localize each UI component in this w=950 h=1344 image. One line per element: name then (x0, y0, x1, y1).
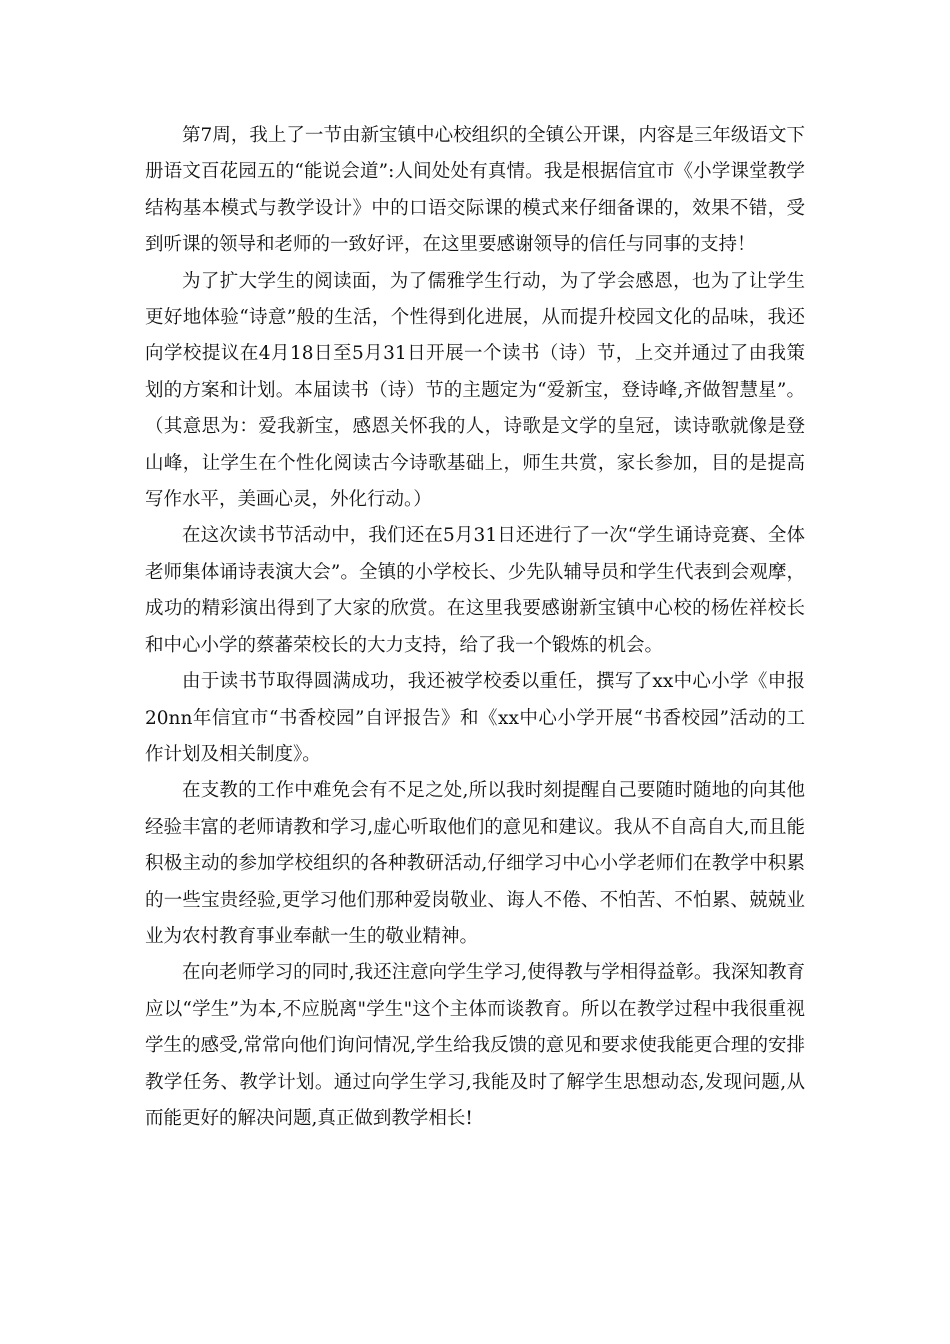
document-body (145, 118, 805, 1137)
paragraph-4: 由于读书节取得圆满成功，我还被学校委以重任，撰写了xx中心小学《申报20nn年信宜市“书香校园”自评报告》和《xx中心小学开展“书香校园”活动的工作计划及相关制度》。 (145, 671, 805, 765)
paragraph-2: 为了扩大学生的阅读面，为了儒雅学生行动，为了学会感恩，也为了让学生更好地体验“诗意”般的生活，个性得到化进展，从而提升校园文化的品味，我还向学校提议在4月18日至5月31日开展一个读书（诗）节，上交并通过了由我策划的方案和计划。本届读书（诗）节的主题定为“爱新宝，登诗峰,齐做智慧星”。（其意思为：爱我新宝，感恩关怀我的人，诗歌是文学的皇冠，读诗歌就像是登山峰，让学生在个性化阅读古今诗歌基础上，师生共赏，家长参加，目的是提高写作水平，美画心灵，外化行动。） (145, 270, 805, 511)
paragraph-3: 在这次读书节活动中，我们还在5月31日还进行了一次“学生诵诗竞赛、全体老师集体诵诗表演大会”。全镇的小学校长、少先队辅导员和学生代表到会观摩，成功的精彩演出得到了大家的欣赏。在这里我要感谢新宝镇中心校的杨佐祥校长和中心小学的蔡蕃荣校长的大力支持，给了我一个锻炼的机会。 (145, 525, 805, 656)
paragraph-1: 第7周，我上了一节由新宝镇中心校组织的全镇公开课，内容是三年级语文下册语文百花园五的“能说会道”:人间处处有真情。我是根据信宜市《小学课堂教学结构基本模式与教学设计》中的口语交际课的模式来仔细备课的，效果不错，受到听课的领导和老师的一致好评，在这里要感谢领导的信任与同事的支持！ (145, 125, 805, 256)
paragraph-6: 在向老师学习的同时,我还注意向学生学习,使得教与学相得益彰。我深知教育应以“学生”为本,不应脱离"学生"这个主体而谈教育。所以在教学过程中我很重视学生的感受,常常向他们询问情况,学生给我反馈的意见和要求使我能更合理的安排教学任务、教学计划。通过向学生学习,我能及时了解学生思想动态,发现问题,从而能更好的解决问题,真正做到教学相长! (145, 962, 805, 1129)
paragraph-5: 在支教的工作中难免会有不足之处,所以我时刻提醒自己要随时随地的向其他经验丰富的老师请教和学习,虚心听取他们的意见和建议。我从不自高自大,而且能积极主动的参加学校组织的各种教研活动,仔细学习中心小学老师们在教学中积累的一些宝贵经验,更学习他们那种爱岗敬业、诲人不倦、不怕苦、不怕累、兢兢业业为农村教育事业奉献一生的敬业精神。 (145, 780, 805, 947)
